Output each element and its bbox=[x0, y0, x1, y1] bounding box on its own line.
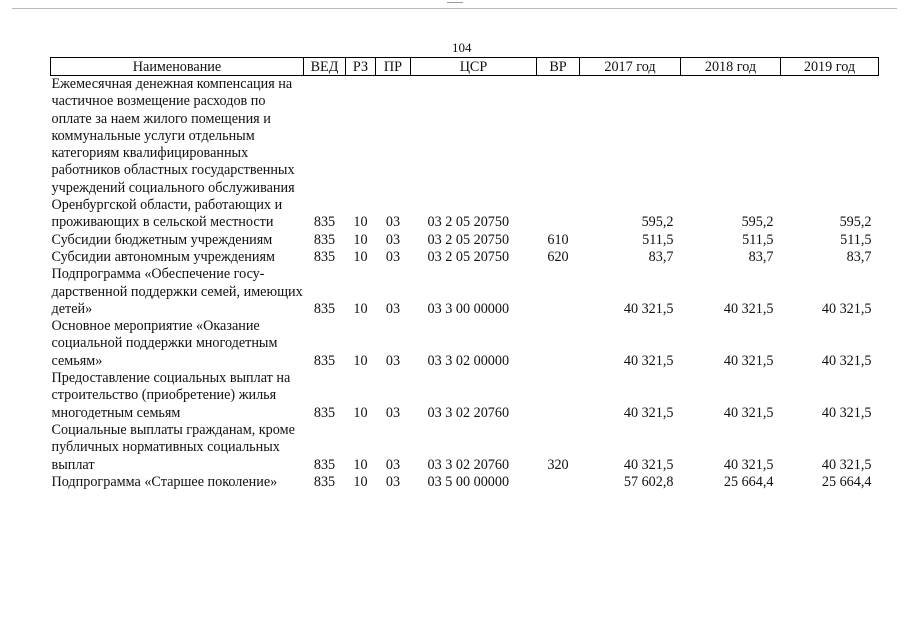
row-2018: 40 321,5 bbox=[723, 456, 774, 473]
row-2017: 40 321,5 bbox=[623, 300, 674, 317]
row-2018: 595,2 bbox=[741, 214, 774, 231]
row-vr bbox=[537, 266, 580, 318]
row-2019: 40 321,5 bbox=[821, 404, 872, 421]
row-vr bbox=[537, 76, 580, 232]
table-row bbox=[51, 266, 879, 318]
row-rz: 10 bbox=[353, 248, 368, 265]
row-csr: 03 2 05 20750 bbox=[427, 231, 510, 248]
row-pr: 03 bbox=[385, 248, 401, 265]
row-rz: 10 bbox=[353, 473, 368, 490]
row-name: Ежемесячная денежная компенсация на частичное возмещение расходов по оплате за наем жилого помещения и коммунальные услуги отдельным категориям квалифицированных работников областных государственных учреждений социального обслуживания Оренбургской области, работающих и проживающих в сельской местности bbox=[51, 76, 295, 231]
row-name: Подпрограмма «Обеспечение государственной поддержки семей, имеющих детей» bbox=[51, 266, 303, 317]
header-csr: ЦСР bbox=[411, 58, 537, 76]
row-2017: 511,5 bbox=[642, 231, 674, 248]
row-ved: 835 bbox=[313, 404, 336, 421]
row-name: Субсидии бюджетным учреждениям bbox=[51, 231, 273, 248]
top-rule bbox=[12, 8, 897, 9]
row-name: Основное мероприятие «Оказание социальной поддержки многодетным семьям» bbox=[51, 318, 278, 369]
row-2019: 40 321,5 bbox=[821, 456, 872, 473]
row-csr: 03 2 05 20750 bbox=[427, 214, 510, 231]
row-2018: 40 321,5 bbox=[723, 404, 774, 421]
row-pr: 03 bbox=[385, 352, 401, 369]
row-rz: 10 bbox=[353, 300, 368, 317]
row-ved: 835 bbox=[313, 231, 336, 248]
row-pr: 03 bbox=[385, 231, 401, 248]
row-ved: 835 bbox=[313, 300, 336, 317]
row-2018: 83,7 bbox=[748, 248, 774, 265]
row-ved: 835 bbox=[313, 456, 336, 473]
row-csr: 03 3 02 20760 bbox=[427, 404, 510, 421]
row-name: Подпрограмма «Старшее поколение» bbox=[51, 473, 278, 490]
row-csr: 03 3 02 20760 bbox=[427, 456, 510, 473]
header-rz: РЗ bbox=[346, 58, 376, 76]
row-vr bbox=[537, 370, 580, 422]
table-row bbox=[51, 474, 879, 491]
row-name: Субсидии автономным учреждениям bbox=[51, 248, 275, 265]
row-2019: 25 664,4 bbox=[821, 473, 872, 490]
row-name: Предоставление социальных выплат на строительство (приобретение) жилья многодетным семьям bbox=[51, 370, 291, 421]
row-2017: 57 602,8 bbox=[623, 473, 674, 490]
page-number: 104 bbox=[452, 40, 472, 55]
budget-table bbox=[50, 57, 879, 491]
table-row bbox=[51, 249, 879, 266]
row-2017: 40 321,5 bbox=[623, 404, 674, 421]
row-pr: 03 bbox=[385, 456, 401, 473]
row-pr: 03 bbox=[385, 404, 401, 421]
table-row bbox=[51, 76, 879, 232]
row-ved: 835 bbox=[313, 473, 336, 490]
row-ved: 835 bbox=[313, 248, 336, 265]
row-csr: 03 3 00 00000 bbox=[427, 300, 510, 317]
header-2019: 2019 год bbox=[781, 58, 879, 76]
row-vr: 620 bbox=[547, 248, 569, 265]
row-2017: 595,2 bbox=[641, 214, 674, 231]
row-rz: 10 bbox=[353, 352, 368, 369]
header-ved: ВЕД bbox=[304, 58, 346, 76]
header-2018: 2018 год bbox=[681, 58, 781, 76]
row-rz: 10 bbox=[353, 404, 368, 421]
row-2019: 511,5 bbox=[840, 231, 872, 248]
row-vr bbox=[537, 318, 580, 370]
header-name: Наименование bbox=[51, 58, 304, 76]
table-row bbox=[51, 232, 879, 249]
top-mark bbox=[447, 2, 463, 3]
row-2019: 40 321,5 bbox=[821, 352, 872, 369]
row-2018: 25 664,4 bbox=[723, 473, 774, 490]
row-name: Социальные выплаты гражданам, кроме публичных нормативных социальных выплат bbox=[51, 421, 295, 473]
row-ved: 835 bbox=[313, 214, 336, 231]
header-2017: 2017 год bbox=[580, 58, 681, 76]
row-2018: 511,5 bbox=[742, 231, 774, 248]
row-csr: 03 5 00 00000 bbox=[427, 473, 510, 490]
row-pr: 03 bbox=[385, 214, 401, 231]
row-2019: 83,7 bbox=[846, 248, 872, 265]
row-rz: 10 bbox=[353, 231, 368, 248]
table-row bbox=[51, 422, 879, 474]
row-2017: 40 321,5 bbox=[623, 352, 674, 369]
table-row bbox=[51, 370, 879, 422]
row-rz: 10 bbox=[353, 214, 368, 231]
row-vr: 610 bbox=[547, 231, 569, 248]
row-2019: 595,2 bbox=[839, 214, 872, 231]
row-pr: 03 bbox=[385, 300, 401, 317]
table-header-row bbox=[51, 58, 879, 76]
row-csr: 03 3 02 00000 bbox=[427, 352, 510, 369]
row-2017: 40 321,5 bbox=[623, 456, 674, 473]
row-ved: 835 bbox=[313, 352, 336, 369]
row-rz: 10 bbox=[353, 456, 368, 473]
row-vr: 320 bbox=[547, 456, 569, 473]
row-2017: 83,7 bbox=[648, 248, 674, 265]
row-csr: 03 2 05 20750 bbox=[427, 248, 510, 265]
row-vr bbox=[537, 474, 580, 491]
row-2018: 40 321,5 bbox=[723, 300, 774, 317]
row-2018: 40 321,5 bbox=[723, 352, 774, 369]
table-row bbox=[51, 318, 879, 370]
row-pr: 03 bbox=[385, 473, 401, 490]
row-2019: 40 321,5 bbox=[821, 300, 872, 317]
header-vr: ВР bbox=[537, 58, 580, 76]
header-pr: ПР bbox=[376, 58, 411, 76]
